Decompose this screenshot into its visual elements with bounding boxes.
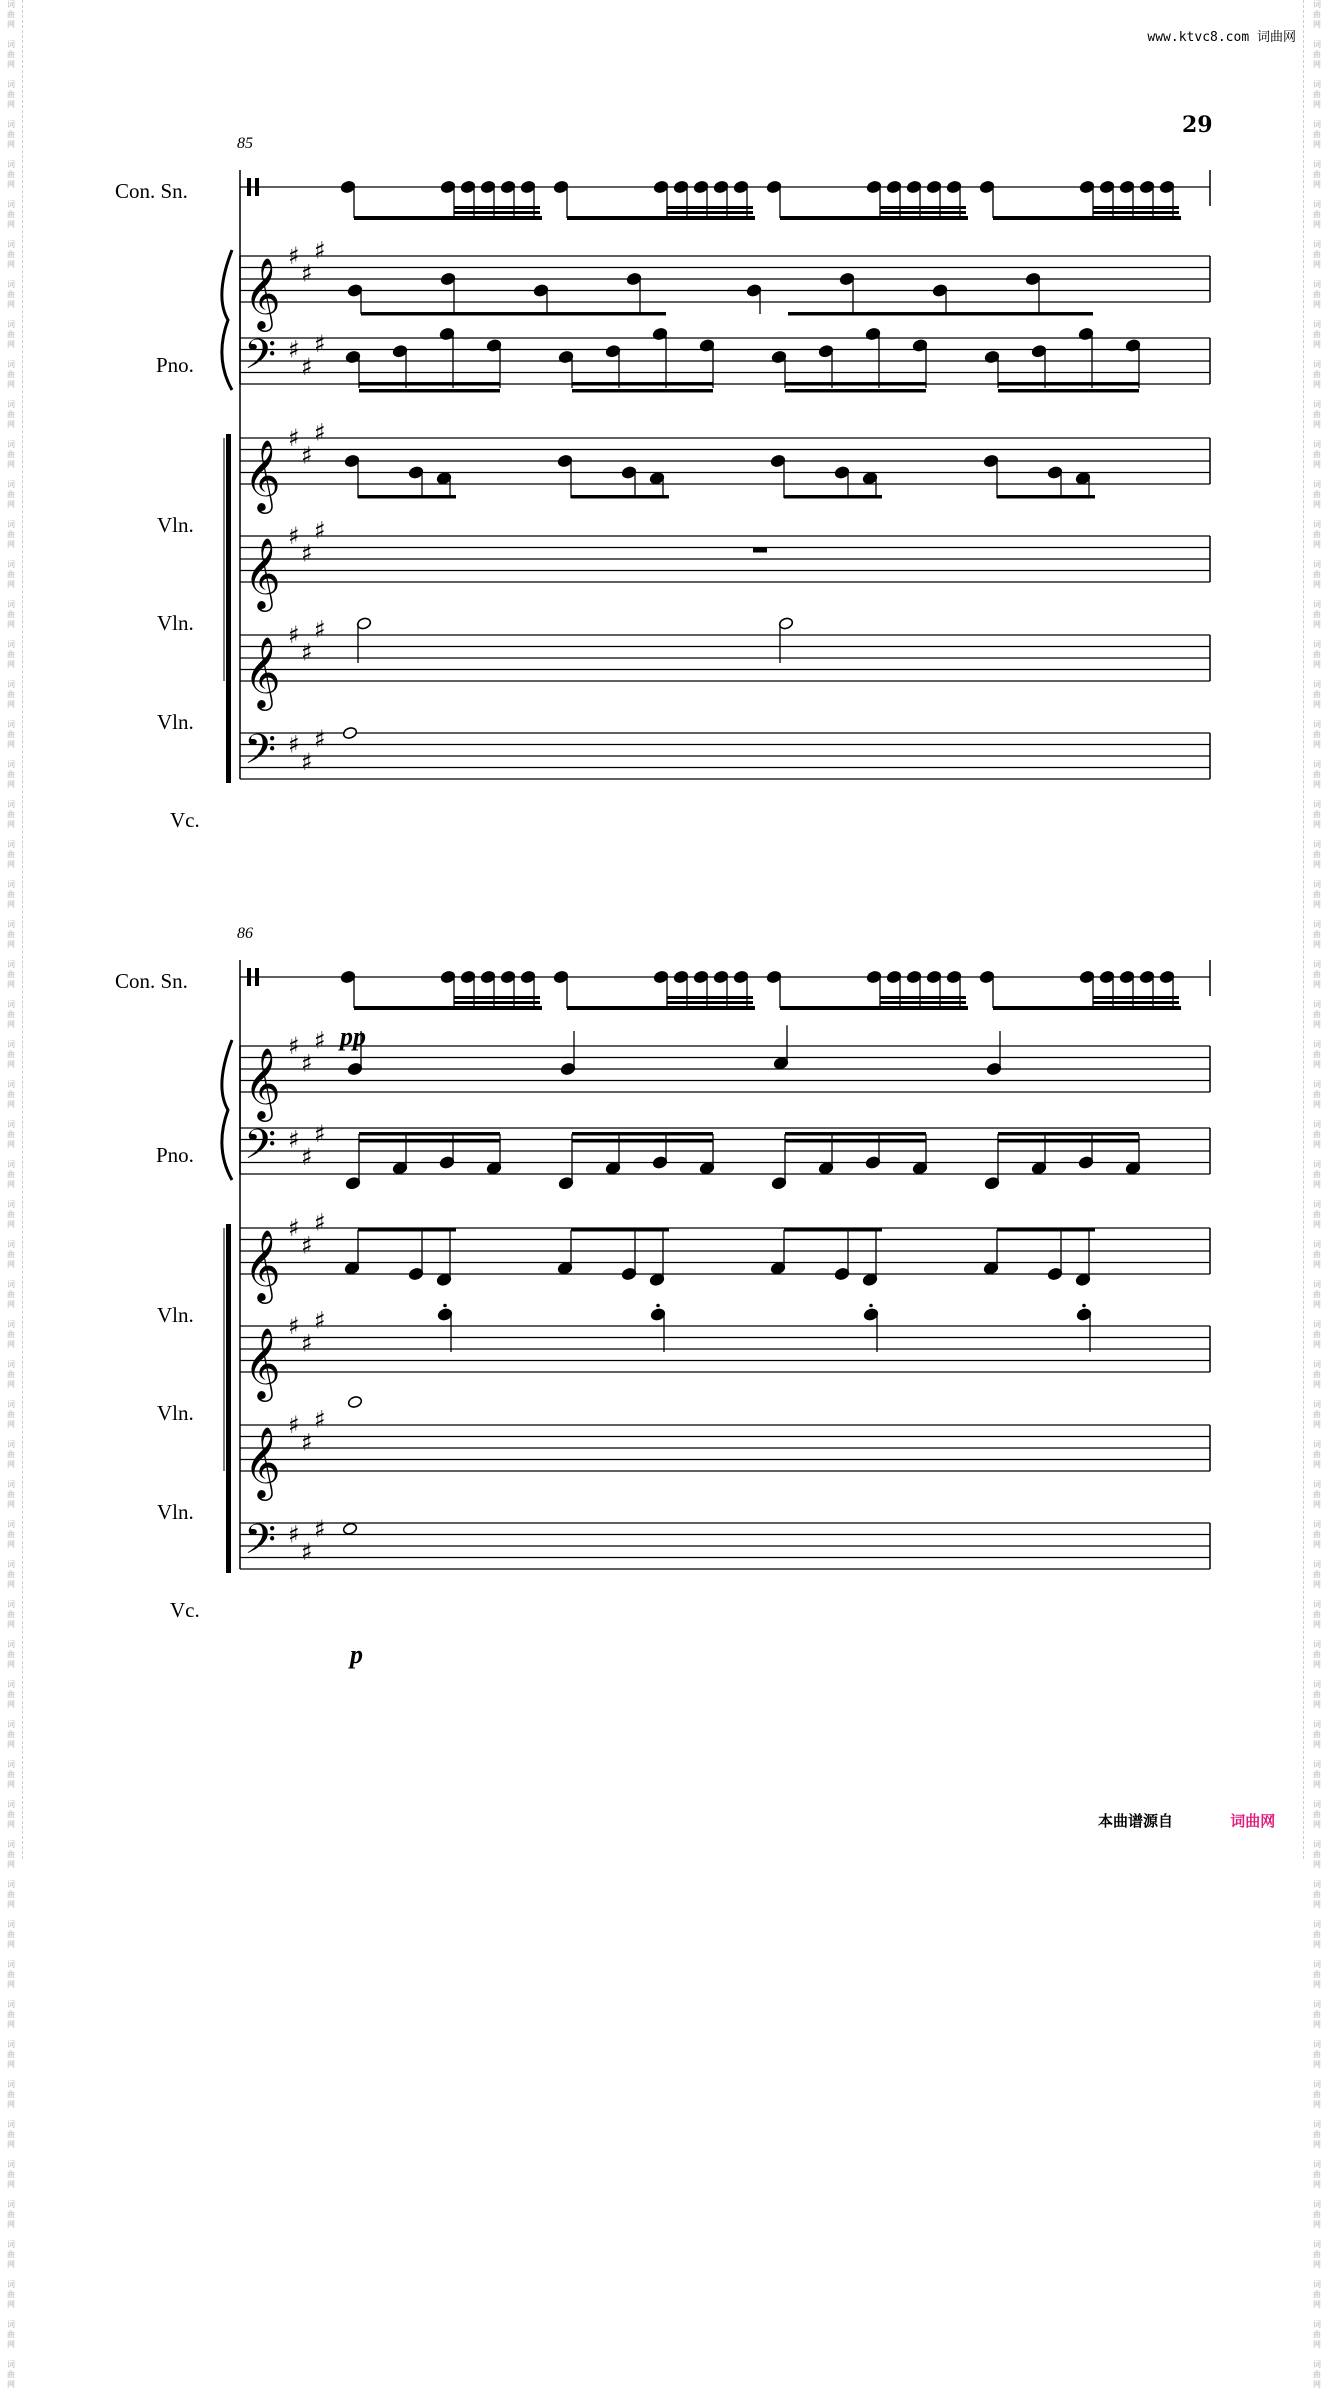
sharp-icon: ♯ — [288, 335, 300, 364]
beam — [572, 382, 713, 386]
page-number: 29 — [1182, 112, 1213, 138]
beam — [785, 389, 926, 393]
sharp-icon: ♯ — [301, 1537, 313, 1566]
beam — [784, 1228, 882, 1232]
sharp-icon: ♯ — [301, 1428, 313, 1457]
beam — [880, 211, 966, 214]
treble-clef-icon: 𝄞 — [244, 536, 281, 609]
piano-brace — [222, 1040, 232, 1180]
beam — [567, 1006, 755, 1010]
beam — [780, 216, 968, 220]
sharp-icon: ♯ — [288, 1312, 300, 1340]
percussion-clef-icon — [247, 178, 251, 196]
sharp-icon: ♯ — [314, 1306, 326, 1335]
system-1 — [115, 135, 1210, 832]
beam — [354, 1006, 542, 1010]
beam — [454, 211, 540, 214]
sharp-icon: ♯ — [288, 1411, 300, 1439]
beam — [359, 389, 500, 393]
beam — [998, 382, 1139, 386]
instrument-label-snare: Con. Sn. — [115, 969, 188, 993]
instrument-label-snare: Con. Sn. — [115, 179, 188, 203]
note-head — [342, 1522, 357, 1535]
beam — [993, 1006, 1181, 1010]
beam — [1093, 211, 1179, 214]
system-2-staves — [222, 960, 1210, 1574]
sharp-icon: ♯ — [301, 638, 313, 667]
instrument-label-violin-1: Vln. — [157, 1303, 194, 1327]
sharp-icon: ♯ — [288, 424, 300, 452]
string-bracket — [226, 434, 231, 783]
bass-clef-icon: 𝄢 — [244, 1120, 277, 1179]
percussion-clef-icon — [255, 178, 259, 196]
string-bracket — [226, 1224, 231, 1573]
beam — [358, 1228, 456, 1232]
sharp-icon: ♯ — [301, 539, 313, 568]
sharp-icon: ♯ — [288, 1520, 300, 1549]
instrument-label-violin-2: Vln. — [157, 611, 194, 635]
sharp-icon: ♯ — [301, 1049, 313, 1078]
beam — [998, 389, 1139, 393]
sharp-icon: ♯ — [314, 418, 326, 447]
sharp-icon: ♯ — [314, 516, 326, 545]
treble-clef-icon: 𝄞 — [244, 1326, 281, 1399]
beam — [572, 1139, 713, 1143]
instrument-label-cello: Vc. — [170, 808, 200, 832]
instrument-label-piano: Pno. — [156, 1143, 194, 1167]
sharp-icon: ♯ — [314, 329, 326, 358]
sharp-icon: ♯ — [301, 259, 313, 288]
beam — [788, 312, 1093, 316]
note-head — [342, 726, 357, 739]
beam — [998, 1139, 1139, 1143]
instrument-label-violin-3: Vln. — [157, 1500, 194, 1524]
measure-number: 85 — [237, 135, 253, 152]
sharp-icon: ♯ — [288, 1032, 300, 1060]
treble-clef-icon: 𝄞 — [244, 438, 281, 511]
sharp-icon: ♯ — [288, 730, 300, 759]
measure-number: 86 — [237, 925, 253, 942]
site-url[interactable]: www.ktvc8.com — [1147, 30, 1250, 45]
note-head — [347, 1395, 362, 1408]
bass-clef-icon: 𝄢 — [244, 725, 277, 784]
sharp-icon: ♯ — [301, 1231, 313, 1260]
whole-rest-icon — [753, 548, 767, 553]
beam — [361, 312, 666, 316]
beam — [571, 495, 669, 499]
right-watermark-strip: 词 曲 网 词 曲 网 词 曲 网 词 曲 网 词 曲 网 词 曲 网 词 曲 网 词 曲 网 词 曲 网 词 曲 网 词 曲 网 词 曲 网 词 曲 网 词 曲 网 词 曲 网 词 曲 网 词 曲 网 词 曲 网 词 曲 网 词 曲 网 词 曲 网 词 曲 网 词 曲 网 词 曲 网 词 曲 网 词 曲 网 词 曲 网 词 曲 网 词 曲 网 词 曲 网 词 曲 网 词 曲 网 词 曲 网 词 曲 网 词 曲 网 词 曲 网 词 曲 网 词 曲 网 词 曲 网 词 曲 网 词 曲 网 词 曲 网 词 曲 网 词 曲 网 词 曲 网 词 曲 网 词 曲 网 词 曲 网 词 曲 网 词 曲 网 词 曲 网 词 曲 网 词 曲 网 词 曲 网 词 曲 网 词 曲 网 词 曲 网 词 曲 网 词 曲 网 词 曲 网 — [1303, 0, 1330, 1859]
sharp-icon: ♯ — [314, 1405, 326, 1434]
beam — [785, 1132, 926, 1136]
sharp-icon: ♯ — [288, 242, 300, 270]
beam — [359, 1139, 500, 1143]
beam — [997, 1228, 1095, 1232]
bass-clef-icon: 𝄢 — [244, 330, 277, 389]
instrument-label-cello: Vc. — [170, 1598, 200, 1622]
beam — [785, 1139, 926, 1143]
instrument-label-piano: Pno. — [156, 353, 194, 377]
beam — [1093, 1001, 1179, 1004]
sharp-icon: ♯ — [314, 1119, 326, 1148]
beam — [1093, 206, 1179, 209]
beam — [785, 382, 926, 386]
beam — [880, 996, 966, 999]
site-name: 词曲网 — [1256, 30, 1296, 45]
staccato-dot — [1082, 1304, 1086, 1308]
sharp-icon: ♯ — [288, 522, 300, 550]
beam — [572, 389, 713, 393]
beam — [571, 1228, 669, 1232]
sharp-icon: ♯ — [314, 1514, 326, 1543]
instrument-label-violin-3: Vln. — [157, 710, 194, 734]
percussion-clef-icon — [255, 968, 259, 986]
beam — [880, 1001, 966, 1004]
beam — [998, 1132, 1139, 1136]
beam — [780, 1006, 968, 1010]
system-2 — [115, 925, 1210, 1669]
instrument-label-violin-2: Vln. — [157, 1401, 194, 1425]
piano-brace — [222, 250, 232, 390]
beam — [358, 495, 456, 499]
beam — [454, 996, 540, 999]
dynamic-marking-pp: pp — [340, 1022, 366, 1051]
treble-clef-icon: 𝄞 — [244, 1228, 281, 1301]
beam — [784, 495, 882, 499]
beam — [354, 216, 542, 220]
beam — [997, 495, 1095, 499]
beam — [1093, 996, 1179, 999]
sharp-icon: ♯ — [288, 621, 300, 649]
sharp-icon: ♯ — [314, 236, 326, 265]
footer — [1098, 1810, 1275, 1831]
treble-clef-icon: 𝄞 — [244, 256, 281, 329]
beam — [454, 1001, 540, 1004]
sharp-icon: ♯ — [288, 1125, 300, 1154]
sharp-icon: ♯ — [301, 352, 313, 381]
staccato-dot — [443, 1304, 447, 1308]
sharp-icon: ♯ — [288, 1214, 300, 1242]
sharp-icon: ♯ — [301, 747, 313, 776]
sharp-icon: ♯ — [301, 1142, 313, 1171]
sharp-icon: ♯ — [314, 1026, 326, 1055]
instrument-label-violin-1: Vln. — [157, 513, 194, 537]
sharp-icon: ♯ — [314, 724, 326, 753]
footer-source: 本曲谱源自 — [1098, 1812, 1174, 1830]
footer-brand[interactable]: 词曲网 — [1230, 1812, 1276, 1830]
treble-clef-icon: 𝄞 — [244, 1425, 281, 1498]
treble-clef-icon: 𝄞 — [244, 635, 281, 708]
staccato-dot — [869, 1304, 873, 1308]
beam — [572, 1132, 713, 1136]
dynamic-marking-p: p — [350, 1640, 363, 1669]
beam — [667, 206, 753, 209]
beam — [667, 211, 753, 214]
sharp-icon: ♯ — [314, 615, 326, 644]
bass-clef-icon: 𝄢 — [244, 1515, 277, 1574]
beam — [359, 1132, 500, 1136]
staccato-dot — [656, 1304, 660, 1308]
percussion-clef-icon — [247, 968, 251, 986]
system-1-staves — [222, 170, 1210, 784]
left-watermark-strip: 词 曲 网 词 曲 网 词 曲 网 词 曲 网 词 曲 网 词 曲 网 词 曲 网 词 曲 网 词 曲 网 词 曲 网 词 曲 网 词 曲 网 词 曲 网 词 曲 网 词 曲 网 词 曲 网 词 曲 网 词 曲 网 词 曲 网 词 曲 网 词 曲 网 词 曲 网 词 曲 网 词 曲 网 词 曲 网 词 曲 网 词 曲 网 词 曲 网 词 曲 网 词 曲 网 词 曲 网 词 曲 网 词 曲 网 词 曲 网 词 曲 网 词 曲 网 词 曲 网 词 曲 网 词 曲 网 词 曲 网 词 曲 网 词 曲 网 词 曲 网 词 曲 网 词 曲 网 词 曲 网 词 曲 网 词 曲 网 词 曲 网 词 曲 网 词 曲 网 词 曲 网 词 曲 网 词 曲 网 词 曲 网 词 曲 网 词 曲 网 词 曲 网 词 曲 网 词 曲 网 — [0, 0, 23, 1859]
beam — [667, 996, 753, 999]
beam — [667, 1001, 753, 1004]
sharp-icon: ♯ — [301, 441, 313, 470]
beam — [993, 216, 1181, 220]
beam — [880, 206, 966, 209]
treble-clef-icon: 𝄞 — [244, 1046, 281, 1119]
beam — [359, 382, 500, 386]
beam — [454, 206, 540, 209]
sharp-icon: ♯ — [301, 1329, 313, 1358]
beam — [567, 216, 755, 220]
sharp-icon: ♯ — [314, 1208, 326, 1237]
